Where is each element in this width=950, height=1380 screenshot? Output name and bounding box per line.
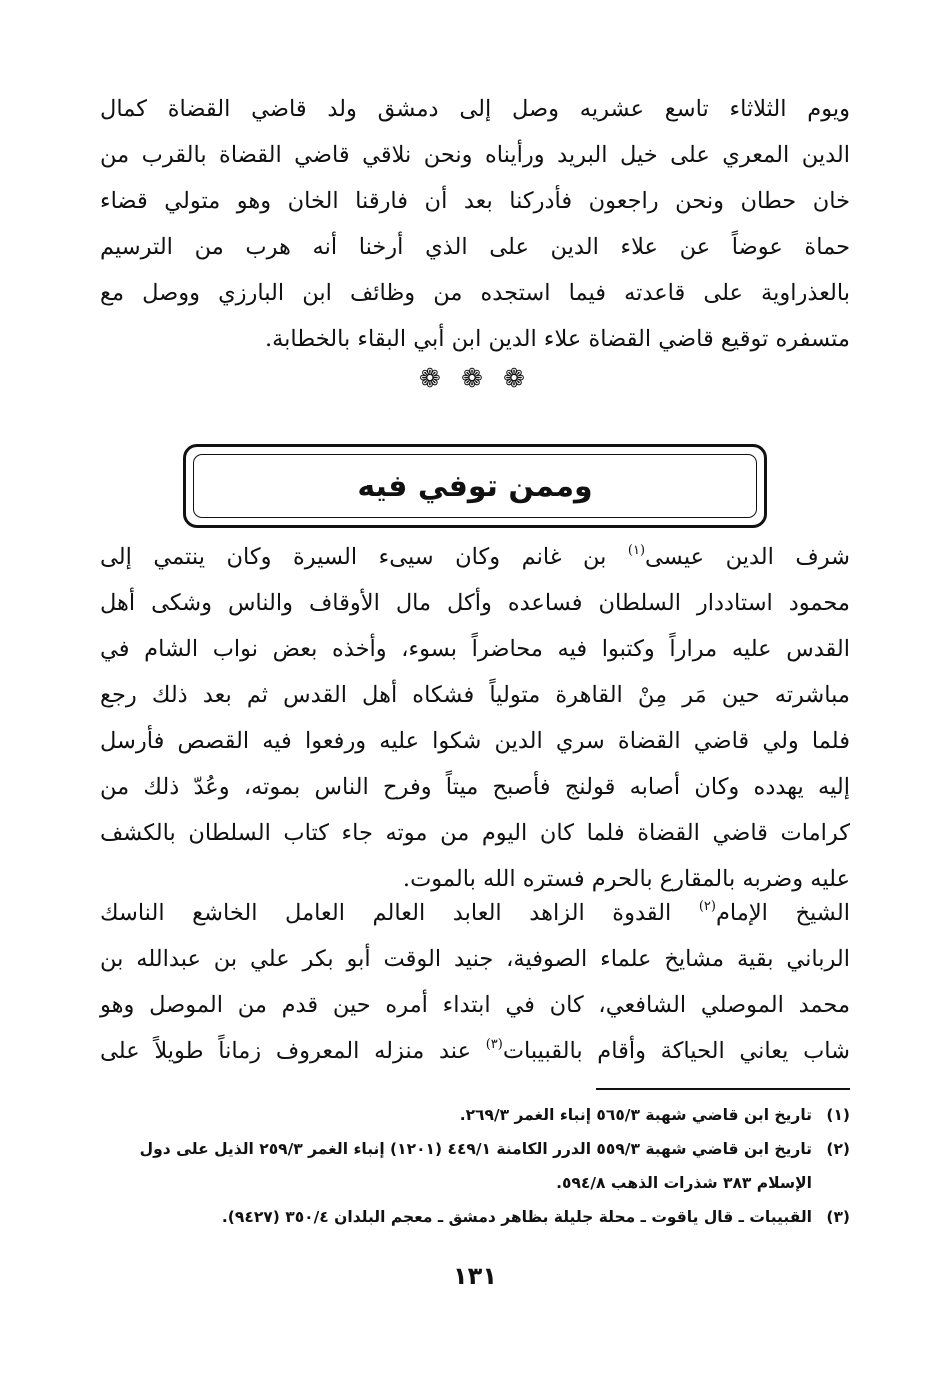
paragraph-line: فلما ولي قاضي القضاة سري الدين شكوا عليه ورفعوا فيه القصص فأرسل xyxy=(100,728,850,754)
footnote-text: القبيبات ـ قال ياقوت ـ محلة جليلة بظاهر دمشق ـ معجم البلدان ٣٥٠/٤ (٩٤٢٧). xyxy=(221,1208,812,1226)
paragraph-line: حماة عوضاً عن علاء الدين على الذي أرخنا أنه هرب من الترسيم xyxy=(100,234,850,260)
paragraph-line xyxy=(100,1028,850,1074)
line-text: شرف الدين عيسى xyxy=(645,544,850,570)
page-number: ١٣١ xyxy=(453,1262,497,1290)
section-title: وممن توفي فيه xyxy=(357,468,593,504)
line-text: عند منزله المعروف زماناً طويلاً على xyxy=(100,1038,486,1064)
paragraph-line: مباشرته حين مَر مِنْ القاهرة متولياً فشكاه أهل القدس ثم بعد ذلك رجع xyxy=(100,682,850,708)
footnote-item xyxy=(100,1098,850,1132)
paragraph-line: كرامات قاضي القضاة فلما كان اليوم من موته جاء كتاب السلطان بالكشف xyxy=(100,820,850,846)
paragraph-line: القدس عليه مراراً وكتبوا فيه محاضراً بسوء، وأخذه بعض نواب الشام في xyxy=(100,636,850,662)
paragraph-line: خان حطان ونحن راجعون فأدركنا بعد أن فارقنا الخان وهو متولي قضاء xyxy=(100,188,850,214)
line-text: بن غانم وكان سيىء السيرة وكان ينتمي إلى xyxy=(100,544,628,570)
paragraph-line: الرباني بقية مشايخ علماء الصوفية، جنيد الوقت أبو بكر علي بن عبدالله بن xyxy=(100,946,850,972)
section-divider-ornament: ❁ ❁ ❁ xyxy=(419,364,531,394)
paragraph-line: إليه يهدده وكان أصابه قولنج فأصبح ميتاً وفرح الناس بموته، وعُدّ ذلك من xyxy=(100,774,850,800)
footnote-number: (٣) xyxy=(826,1208,850,1226)
paragraph-line xyxy=(100,890,850,936)
paragraph-line: بالعذراوية على قاعدته فيما استجده من وظائف ابن البارزي ووصل مع xyxy=(100,280,850,306)
line-text: شاب يعاني الحياكة وأقام بالقبيبات xyxy=(502,1038,850,1064)
paragraph-line: متسفره توقيع قاضي القضاة علاء الدين ابن أبي البقاء بالخطابة. xyxy=(264,326,850,352)
paragraph-line: عليه وضربه بالمقارع بالحرم فستره الله بالموت. xyxy=(402,866,850,892)
footnote-item xyxy=(100,1132,850,1200)
paragraph-line xyxy=(100,534,850,580)
section-title-frame xyxy=(183,444,767,528)
paragraph-line: محمود استاددار السلطان فساعده وأكل مال الأوقاف والناس وشكى أهل xyxy=(100,590,850,616)
paragraph-line: ويوم الثلاثاء تاسع عشريه وصل إلى دمشق ولد قاضي القضاة كمال xyxy=(100,96,850,122)
line-text: الشيخ الإمام xyxy=(715,900,850,926)
footnote-marker-2: (٢) xyxy=(698,899,716,914)
footnote-text: تاريخ ابن قاضي شهبة ٥٥٩/٣ الدرر الكامنة ٤٤٩/١ (١٢٠١) إنباء الغمر ٢٥٩/٣ الذيل على دول الإسلام ٣٨٣ شذرات الذهب ٥٩٤/٨. xyxy=(139,1140,812,1192)
footnote-number: (٢) xyxy=(826,1140,850,1158)
footnote-number: (١) xyxy=(826,1106,850,1124)
footnote-item xyxy=(100,1200,850,1234)
paragraph-2 xyxy=(100,534,850,902)
paragraph-line: محمد الموصلي الشافعي، كان في ابتداء أمره حين قدم من الموصل وهو xyxy=(100,992,850,1018)
footnote-marker-3: (٣) xyxy=(485,1037,503,1052)
paragraph-line: الدين المعري على خيل البريد ورأيناه ونحن نلاقي قاضي القضاة بالقرب من xyxy=(100,142,850,168)
footnotes xyxy=(100,1098,850,1234)
section-title-inner-frame xyxy=(193,454,757,518)
line-text: القدوة الزاهد العابد العالم العامل الخاشع الناسك xyxy=(100,900,699,926)
paragraph-1 xyxy=(100,86,850,362)
footnote-marker-1: (١) xyxy=(627,543,646,558)
footnote-text: تاريخ ابن قاضي شهبة ٥٦٥/٣ إنباء الغمر ٢٦٩/٣. xyxy=(459,1106,812,1124)
footnote-separator xyxy=(596,1088,850,1090)
paragraph-3 xyxy=(100,890,850,1074)
